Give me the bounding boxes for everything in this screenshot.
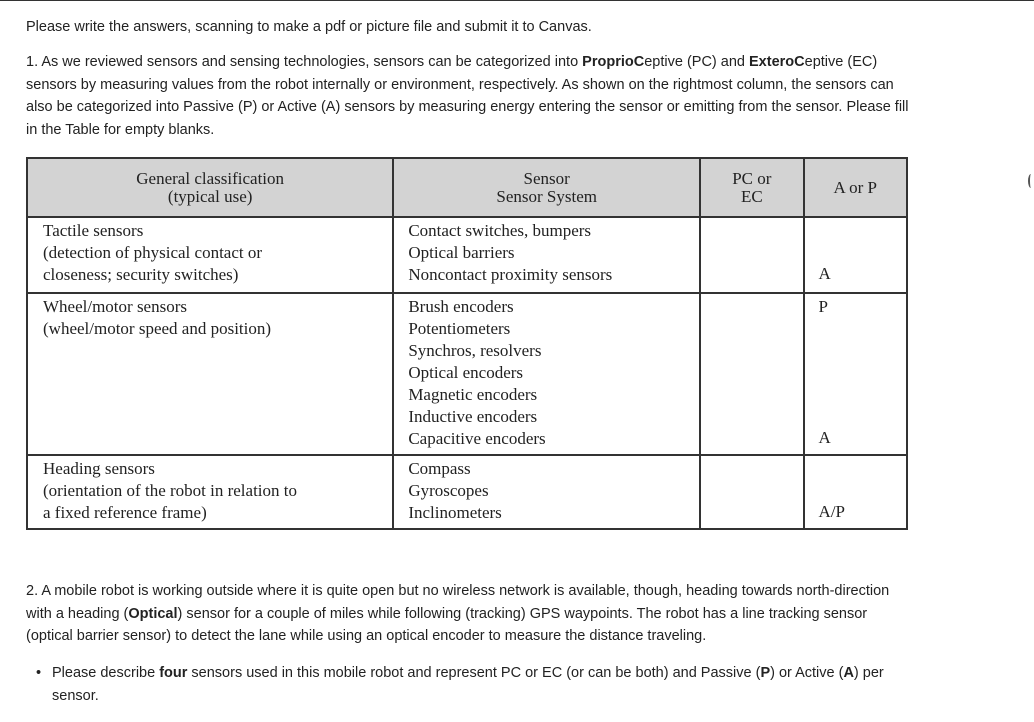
edge-scroll-mark xyxy=(1028,174,1034,188)
classification-line: closeness; security switches) xyxy=(43,265,239,284)
q2-bold-optical: Optical xyxy=(128,605,178,622)
classification-line: (orientation of the robot in relation to xyxy=(43,481,297,500)
header-col1-line1: General classification xyxy=(136,168,285,188)
header-col3-line2: EC xyxy=(740,186,763,206)
q1-part2: (PC) and xyxy=(682,54,750,70)
a-or-p-cell xyxy=(804,293,907,455)
a-or-p-value: A xyxy=(818,428,831,447)
bullet-bold-four: four xyxy=(159,665,188,681)
table-row xyxy=(27,217,907,293)
bullet-part4: ) per sensor. xyxy=(52,665,884,704)
sensor-item: Inclinometers xyxy=(408,503,502,522)
a-or-p-cell xyxy=(804,455,907,529)
table-row xyxy=(27,293,907,455)
question-2-text xyxy=(26,580,916,648)
header-col2-line1: Sensor xyxy=(523,168,570,188)
classification-line: Heading sensors xyxy=(43,459,155,478)
header-sensor-system xyxy=(393,158,700,217)
q1-extero-bold-b: eptive xyxy=(804,54,844,70)
bullet-bold-a: A xyxy=(843,665,854,681)
classification-line: Wheel/motor sensors xyxy=(43,297,187,316)
classification-line: (detection of physical contact or xyxy=(43,243,263,262)
question-1-text xyxy=(26,51,916,141)
q1-proprio-bold-b: eptive xyxy=(644,54,683,70)
sensor-item: Optical barriers xyxy=(408,243,515,262)
sensor-item: Compass xyxy=(408,459,471,478)
pc-ec-blank-cell xyxy=(700,293,803,455)
bullet-bold-p: P xyxy=(760,665,771,681)
classification-line: (wheel/motor speed and position) xyxy=(43,319,272,338)
bullet-part1: Please describe xyxy=(52,665,160,681)
sensor-item: Noncontact proximity sensors xyxy=(408,265,613,284)
q1-proprio-bold-a: Proprio xyxy=(582,54,634,70)
bullet-part3: ) or Active ( xyxy=(770,665,844,681)
q1-part1: 1. As we reviewed sensors and sensing technologies, sensors can be categorized into xyxy=(26,54,583,70)
sensors-cell xyxy=(393,217,700,293)
sensor-item: Capacitive encoders xyxy=(408,429,546,448)
q1-extero-bold-a: Extero xyxy=(749,54,795,70)
sensor-item: Gyroscopes xyxy=(408,481,489,500)
bullet-part2: sensors used in this mobile robot and represent PC or EC (or can be both) and Passive ( xyxy=(187,665,761,681)
sensor-item: Contact switches, bumpers xyxy=(408,221,592,240)
header-col3-line1: PC or xyxy=(732,168,772,188)
classification-cell xyxy=(27,455,393,529)
classification-line: a fixed reference frame) xyxy=(43,503,207,522)
table-row xyxy=(27,455,907,529)
sensors-cell xyxy=(393,293,700,455)
header-general-classification xyxy=(27,158,393,217)
classification-cell xyxy=(27,217,393,293)
sensor-item: Potentiometers xyxy=(408,319,511,338)
table-header-row xyxy=(27,158,907,217)
header-a-or-p xyxy=(804,158,907,217)
header-pc-or-ec xyxy=(700,158,803,217)
sensor-item: Inductive encoders xyxy=(408,407,538,426)
sensor-item: Optical encoders xyxy=(408,363,524,382)
header-col4: A or P xyxy=(833,177,877,197)
q2-part1: 2. A mobile robot is working outside where it is quite open but no wireless network is available, though, heading towards north-direction with a heading ( xyxy=(26,583,890,622)
header-col2-line2: Sensor System xyxy=(496,186,597,206)
bullet-dot: • xyxy=(36,665,42,681)
bullet-text xyxy=(52,662,902,707)
a-or-p-cell xyxy=(804,217,907,293)
q1-extero-c: C xyxy=(794,54,805,70)
sensor-classification-table xyxy=(26,157,908,530)
q2-part2: ) sensor for a couple of miles while following (tracking) GPS waypoints. The robot has a line tracking sensor (optical barrier sensor) to detect the lane while using an optical encoder to measure the distance traveling. xyxy=(26,605,868,644)
instructions-text: Please write the answers, scanning to make a pdf or picture file and submit it to Canvas. xyxy=(26,19,592,35)
a-or-p-value: A/P xyxy=(818,502,846,521)
top-border-line xyxy=(0,0,1034,1)
pc-ec-blank-cell xyxy=(700,455,803,529)
sensors-cell xyxy=(393,455,700,529)
sensor-item: Brush encoders xyxy=(408,297,514,316)
header-col1-line2: (typical use) xyxy=(167,186,253,206)
a-or-p-value: A xyxy=(818,264,831,283)
q1-proprio-c: C xyxy=(633,54,645,70)
pc-ec-blank-cell xyxy=(700,217,803,293)
sensor-item: Magnetic encoders xyxy=(408,385,538,404)
classification-line: Tactile sensors xyxy=(43,221,144,240)
a-or-p-value: P xyxy=(818,297,829,316)
classification-cell xyxy=(27,293,393,455)
q1-part3: (EC) sensors by measuring values from the robot internally or environment, respectively. As shown on the rightmost column, the sensors can also be categorized into Passive (P) or Active (A) sensors by measuring energy entering the sensor or emitting from the sensor. Please fill in the Table for empty blanks. xyxy=(26,54,909,138)
sensor-item: Synchros, resolvers xyxy=(408,341,542,360)
